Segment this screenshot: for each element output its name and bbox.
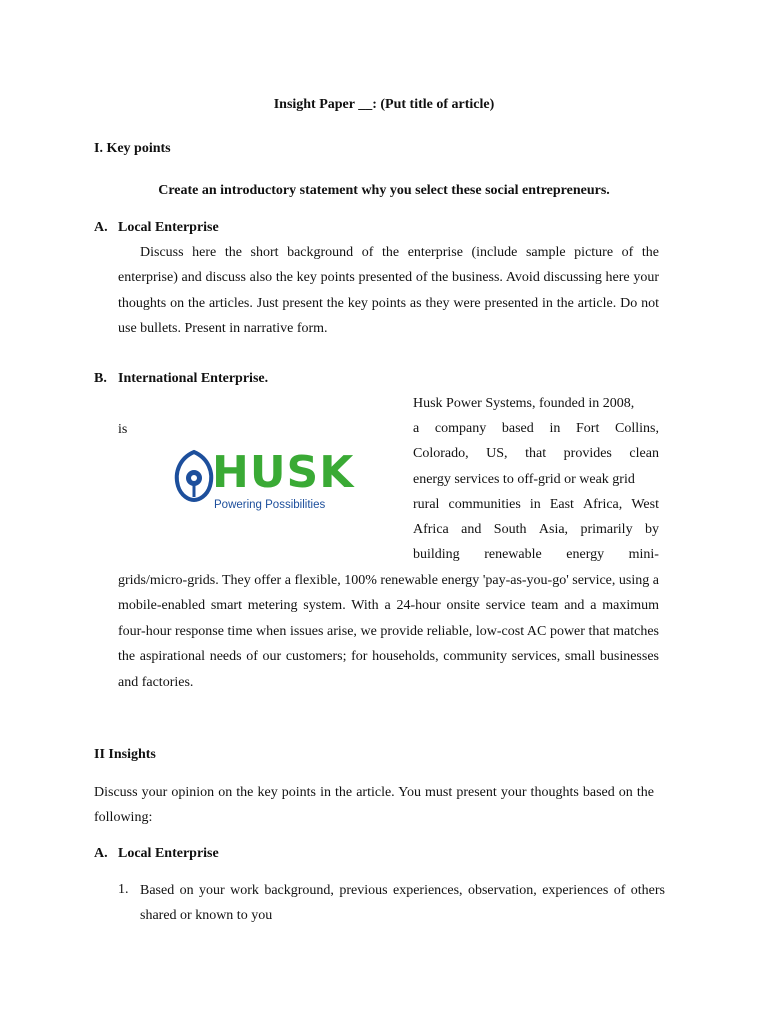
husk-word: energy services to off-grid or weak grid: [413, 471, 635, 487]
local-enterprise-paragraph: Discuss here the short background of the enterprise (include sample picture of the enterprise) and discuss also the key points presented of the business. Avoid discussing here your thoughts on the articles. Just present the key points as they were presented in the article. Do not use bullets. Present in narrative form.: [118, 245, 659, 337]
husk-word: Husk Power Systems, founded in 2008,: [413, 396, 635, 411]
page-title: Insight Paper __: (Put title of article): [273, 97, 495, 112]
husk-word: a: [413, 421, 420, 437]
husk-paragraph-continuation: grids/micro-grids. They offer a flexible, 100% renewable energy 'pay-as-you-go' service, using a mobile-enabled smart metering system. With a 24-hour onsite service team and a maximum four-hour response time when issues arise, we provide reliable, low-cost AC power that matches the aspirational needs of our customers; for households, community services, small businesses and factories.: [118, 573, 659, 690]
husk-word: East: [549, 496, 574, 512]
husk-word: primarily: [580, 522, 633, 537]
husk-word: and: [461, 522, 482, 537]
list-item-number: 1.: [118, 882, 129, 897]
husk-word: that: [525, 446, 547, 462]
husk-line: [413, 421, 659, 437]
husk-word: Fort: [576, 421, 600, 437]
list-item-text: Based on your work background, previous experiences, observation, experiences of others shared or known to you: [140, 883, 665, 924]
logo-tagline: Powering Possibilities: [214, 499, 326, 511]
section-heading-insights: II Insights: [94, 747, 156, 762]
husk-word: Africa: [413, 522, 449, 537]
husk-word: Collins,: [615, 421, 659, 437]
subheading-local-enterprise-2: Local Enterprise: [118, 846, 219, 861]
husk-word: by: [644, 522, 659, 537]
subheading-local-enterprise: Local Enterprise: [118, 220, 219, 235]
husk-word: energy: [566, 547, 605, 563]
husk-word: South: [493, 522, 527, 537]
husk-word: Colorado,: [413, 446, 469, 462]
is-word: is: [118, 422, 128, 437]
section-heading-key-points: I. Key points: [94, 141, 171, 156]
subheading-international-enterprise: International Enterprise.: [118, 371, 269, 386]
subheading-b-marker: B.: [94, 371, 107, 386]
husk-word: clean: [629, 446, 659, 462]
husk-line: [413, 446, 659, 462]
husk-word: building: [413, 547, 460, 563]
husk-word: Asia,: [538, 522, 569, 537]
husk-line: [413, 472, 659, 488]
husk-word: renewable: [484, 547, 542, 563]
husk-word: Africa,: [583, 496, 623, 512]
husk-line: [413, 547, 659, 563]
insights-paragraph: Discuss your opinion on the key points in the article. You must present your thoughts based on the following:: [94, 785, 654, 826]
husk-line: [413, 497, 659, 513]
husk-word: in: [549, 421, 561, 437]
intro-statement: Create an introductory statement why you select these social entrepreneurs.: [158, 183, 610, 198]
husk-word: mini-: [628, 547, 659, 563]
subheading-a2-marker: A.: [94, 846, 108, 861]
husk-word: communities: [448, 496, 521, 512]
logo-wordmark: HUSK: [212, 447, 355, 498]
subheading-a-marker: A.: [94, 220, 108, 235]
husk-word: company: [434, 421, 487, 437]
husk-word: rural: [413, 496, 440, 512]
husk-line: [413, 396, 659, 412]
husk-word: in: [529, 496, 541, 512]
husk-word: US,: [486, 446, 508, 462]
husk-word: West: [631, 496, 659, 512]
husk-word: provides: [563, 446, 612, 462]
husk-word: based: [501, 421, 534, 437]
husk-line: [413, 522, 659, 538]
husk-logo: [170, 444, 380, 518]
